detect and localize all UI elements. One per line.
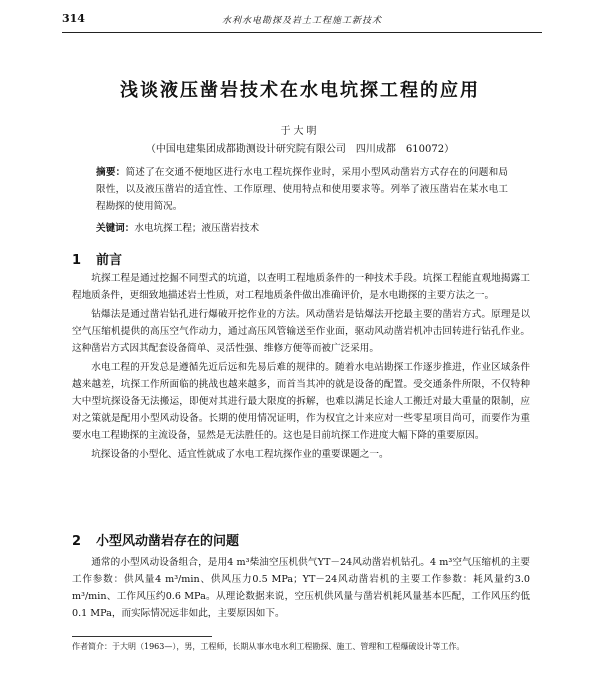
- section-number: 1: [72, 253, 82, 268]
- paper-title: 浅谈液压凿岩技术在水电坑探工程的应用: [120, 80, 480, 101]
- author-name: 于大明: [280, 126, 320, 137]
- abstract-text: 简述了在交通不便地区进行水电工程坑探作业时，采用小型风动凿岩方式存在的问题和局限性，以及液压凿岩的适宜性、工作原理、使用特点和使用要求等。列举了液压凿岩在某水电工程勘探的使用简况。: [96, 167, 509, 212]
- keywords: [96, 220, 508, 234]
- running-header: [62, 8, 542, 33]
- keywords-label: 关键词：: [96, 223, 135, 234]
- section-number: 2: [72, 534, 82, 549]
- paragraph: 坑探工程是通过挖掘不同型式的坑道，以查明工程地质条件的一种技术手段。坑探工程能直观地揭露工程地质条件，更细致地描述岩土性质，对工程地质条件做出准确评价，是水电勘探的主要方法之一。: [72, 273, 530, 301]
- section-2-body: [72, 554, 530, 624]
- keywords-text: 水电坑探工程；液压凿岩技术: [134, 223, 260, 234]
- section-title: 小型风动凿岩存在的问题: [96, 534, 240, 549]
- section-heading-2: [72, 530, 239, 549]
- paragraph: 钻爆法是通过凿岩钻孔进行爆破开挖作业的方法。风动凿岩是钻爆法开挖最主要的凿岩方式。原理是以空气压缩机提供的高压空气作动力，通过高压风管输送至作业面，驱动风动凿岩机冲击回转进行钻孔作业。这种凿岩方式因其配套设备简单、灵活性强、维修方便等而被广泛采用。: [72, 309, 530, 354]
- author-affiliation: （中国电建集团成都勘测设计研究院有限公司 四川成都 610072）: [145, 144, 455, 155]
- paragraph: 坑探设备的小型化、适宜性就成了水电工程坑探作业的重要课题之一。: [91, 449, 389, 460]
- paragraph: 水电工程的开发总是遵循先近后远和先易后难的规律的。随着水电站勘探工作逐步推进，作业区域条件越来越差，坑探工作所面临的挑战也越来越多，而首当其冲的就是设备的配置。受交通条件所限，不仅特种大中型坑探设备无法搬运，即便对其进行最大限度的拆解，也难以满足长途人工搬迁对最大重量的限制，应对之策就是配用小型风动设备。长期的使用情况证明，作为权宜之计来应对一些零星项目尚可，而要作为重要水电工程勘探的主流设备，显然是无法胜任的。这也是目前坑探工作进度大幅下降的重要原因。: [72, 362, 530, 441]
- section-title: 前言: [96, 253, 123, 268]
- author-footnote: 作者简介：于大明（1963—），男，工程师，长期从事水电水利工程勘探、施工、管理和工程爆破设计等工作。: [72, 642, 465, 651]
- page-number: 314: [62, 12, 85, 25]
- abstract-label: 摘要：: [96, 167, 126, 178]
- footnote-rule: [72, 636, 212, 637]
- journal-title: 水利水电勘探及岩土工程施工新技术: [221, 16, 382, 26]
- paragraph: 通常的小型风动设备组合，是用4 m³柴油空压机供气YT－24风动凿岩机钻孔。4 m³空气压缩机的主要工作参数：供风量4 m³/min、供风压力0.5 MPa；YT－24风动凿岩机的主要工作参数：耗风量约3.0 m³/min、工作风压约0.6 MPa。从理论数据来说，空压机供风量与凿岩机耗风量基本匹配，工作风压约低0.1 MPa，而实际情况远非如此，主要原因如下。: [72, 557, 530, 619]
- section-1-body: [72, 270, 530, 465]
- abstract: [96, 164, 508, 215]
- section-heading-1: [72, 249, 122, 268]
